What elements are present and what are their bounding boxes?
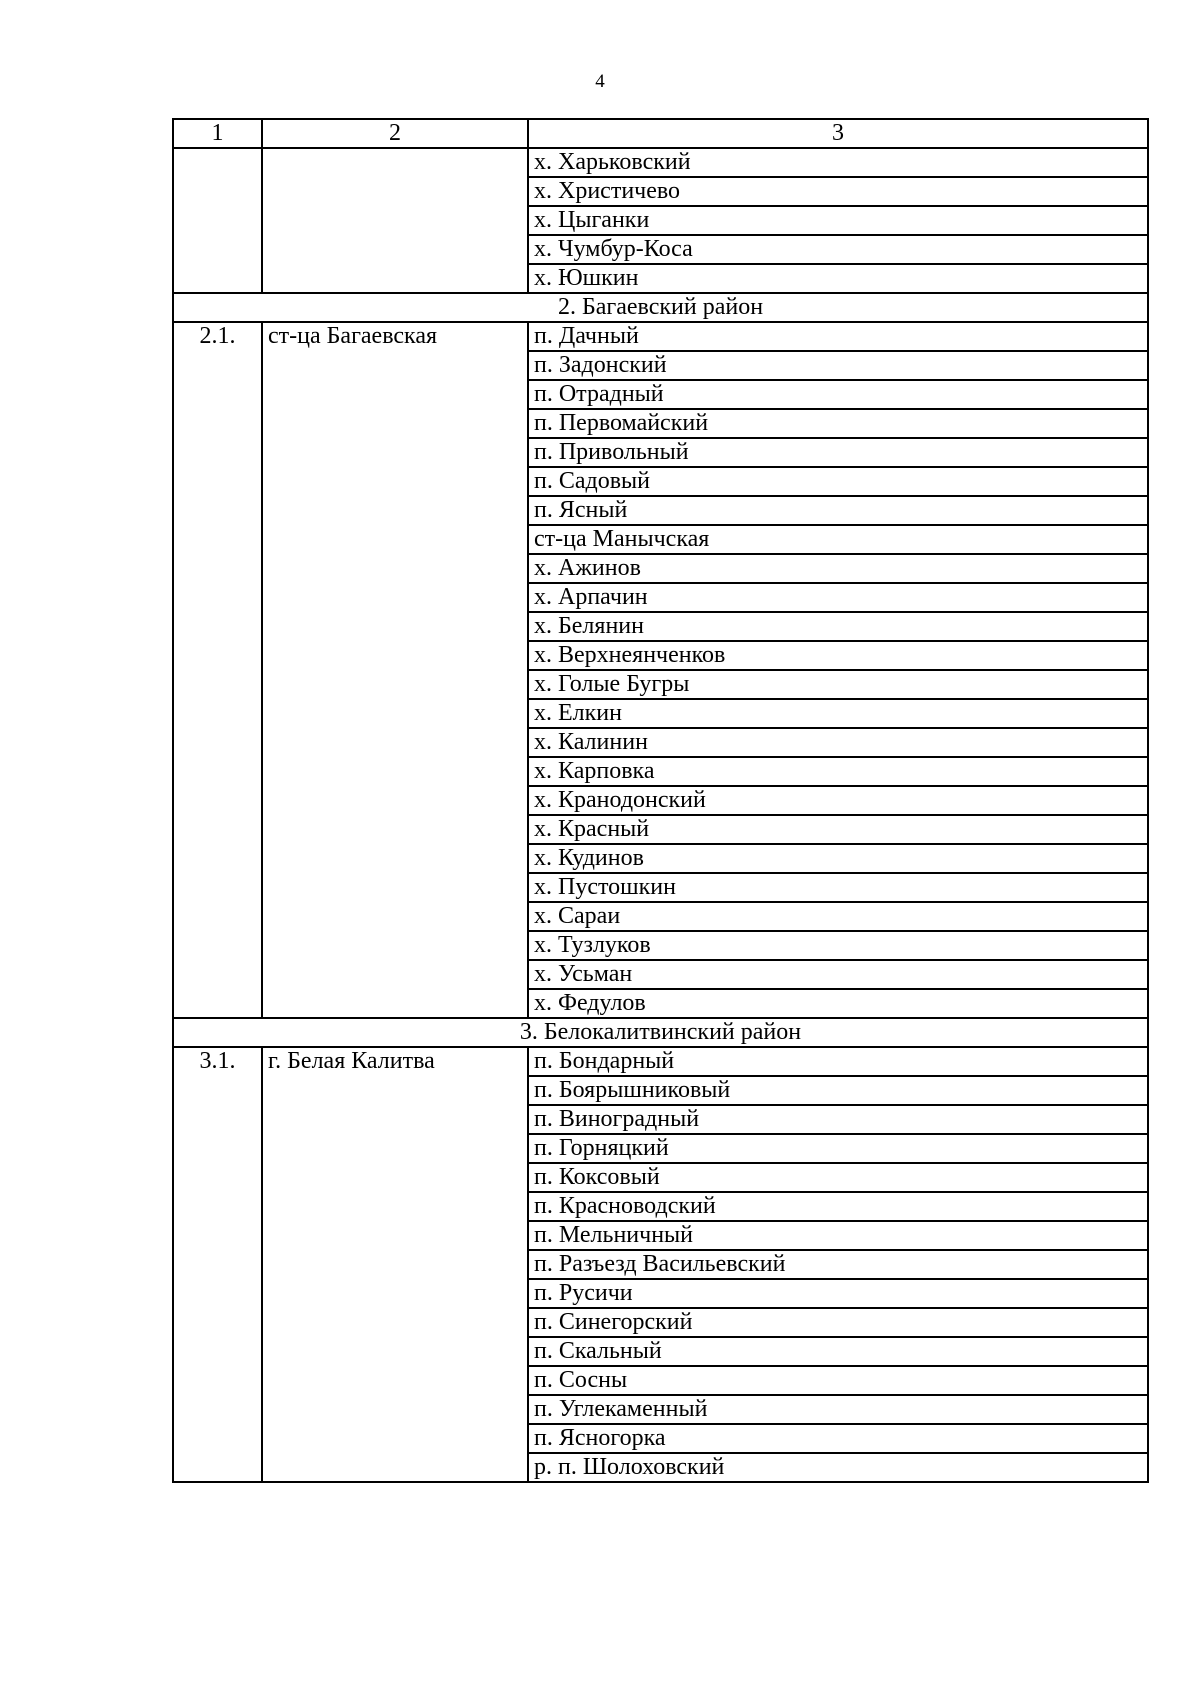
- table-row: [173, 148, 1148, 177]
- settlement-name: п. Боярышниковый: [528, 1076, 1148, 1105]
- settlement-name: х. Елкин: [528, 699, 1148, 728]
- settlement-name: п. Первомайский: [528, 409, 1148, 438]
- settlement-name: х. Белянин: [528, 612, 1148, 641]
- group-name: г. Белая Калитва: [262, 1047, 528, 1482]
- settlement-name: х. Голые Бугры: [528, 670, 1148, 699]
- settlement-name: п. Отрадный: [528, 380, 1148, 409]
- settlement-name: п. Виноградный: [528, 1105, 1148, 1134]
- settlement-name: п. Углекаменный: [528, 1395, 1148, 1424]
- settlement-name: х. Федулов: [528, 989, 1148, 1018]
- settlement-name: х. Пустошкин: [528, 873, 1148, 902]
- settlement-name: п. Привольный: [528, 438, 1148, 467]
- settlements-table: [172, 118, 1149, 1483]
- header-col-3: 3: [528, 119, 1148, 148]
- settlement-name: п. Скальный: [528, 1337, 1148, 1366]
- group-number: 2.1.: [173, 322, 262, 1018]
- settlement-name: х. Юшкин: [528, 264, 1148, 293]
- settlement-name: х. Карповка: [528, 757, 1148, 786]
- settlement-name: х. Кранодонский: [528, 786, 1148, 815]
- settlement-name: п. Задонский: [528, 351, 1148, 380]
- header-col-2: 2: [262, 119, 528, 148]
- section-row: [173, 1018, 1148, 1047]
- settlement-name: х. Арпачин: [528, 583, 1148, 612]
- settlement-name: х. Красный: [528, 815, 1148, 844]
- settlement-name: х. Сараи: [528, 902, 1148, 931]
- settlement-name: п. Русичи: [528, 1279, 1148, 1308]
- settlement-name: х. Христичево: [528, 177, 1148, 206]
- group-number: [173, 148, 262, 293]
- settlement-name: п. Ясногорка: [528, 1424, 1148, 1453]
- settlement-name: п. Бондарный: [528, 1047, 1148, 1076]
- settlement-name: х. Усьман: [528, 960, 1148, 989]
- settlement-name: х. Харьковский: [528, 148, 1148, 177]
- header-col-1: 1: [173, 119, 262, 148]
- section-title: 2. Багаевский район: [173, 293, 1148, 322]
- settlement-name: х. Кудинов: [528, 844, 1148, 873]
- section-row: [173, 293, 1148, 322]
- settlement-name: п. Сосны: [528, 1366, 1148, 1395]
- settlement-name: х. Чумбур-Коса: [528, 235, 1148, 264]
- settlement-name: п. Разъезд Васильевский: [528, 1250, 1148, 1279]
- settlement-name: п. Коксовый: [528, 1163, 1148, 1192]
- table-row: [173, 1047, 1148, 1076]
- settlement-name: р. п. Шолоховский: [528, 1453, 1148, 1482]
- settlement-name: х. Калинин: [528, 728, 1148, 757]
- group-name: ст-ца Багаевская: [262, 322, 528, 1018]
- settlement-name: ст-ца Манычская: [528, 525, 1148, 554]
- settlement-name: х. Цыганки: [528, 206, 1148, 235]
- settlement-name: х. Верхнеянченков: [528, 641, 1148, 670]
- settlement-name: х. Ажинов: [528, 554, 1148, 583]
- settlement-name: п. Мельничный: [528, 1221, 1148, 1250]
- settlement-name: п. Ясный: [528, 496, 1148, 525]
- table-body: [173, 119, 1148, 1482]
- settlement-name: х. Тузлуков: [528, 931, 1148, 960]
- group-number: 3.1.: [173, 1047, 262, 1482]
- settlement-name: п. Красноводский: [528, 1192, 1148, 1221]
- group-name: [262, 148, 528, 293]
- header-row: [173, 119, 1148, 148]
- settlement-name: п. Садовый: [528, 467, 1148, 496]
- settlement-name: п. Дачный: [528, 322, 1148, 351]
- section-title: 3. Белокалитвинский район: [173, 1018, 1148, 1047]
- settlement-name: п. Горняцкий: [528, 1134, 1148, 1163]
- table-row: [173, 322, 1148, 351]
- settlement-name: п. Синегорский: [528, 1308, 1148, 1337]
- page-number: 4: [595, 71, 605, 92]
